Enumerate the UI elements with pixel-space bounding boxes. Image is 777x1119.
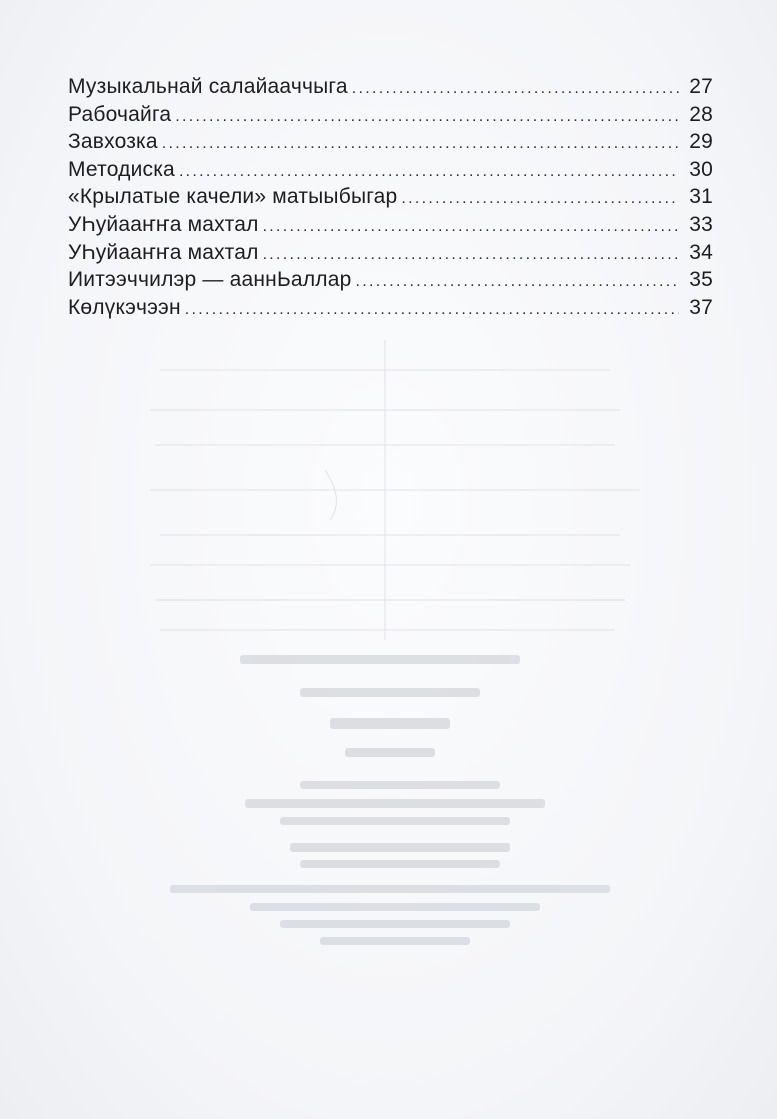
toc-entry-title: УҺуйааҥҥа махтал — [68, 240, 259, 264]
dot-leader — [179, 163, 679, 181]
dot-leader — [162, 135, 679, 153]
toc-entry-page: 27 — [689, 75, 713, 98]
toc-entry — [68, 75, 713, 103]
toc-entry-page: 31 — [689, 185, 713, 209]
toc-entry-title: «Крылатые качели» матыыбыгар — [68, 185, 398, 209]
toc-entry — [68, 241, 713, 269]
toc-entry-page: 37 — [689, 295, 713, 319]
toc-entry — [68, 158, 713, 186]
toc-entry — [68, 213, 713, 241]
table-of-contents — [68, 75, 713, 323]
dot-leader — [263, 246, 679, 264]
toc-entry-title: Завхозка — [68, 130, 158, 154]
dot-leader — [263, 218, 679, 236]
toc-entry-page: 30 — [689, 157, 713, 181]
toc-entry-title: Иитээччилэр — ааннЬаллар — [68, 268, 352, 292]
toc-entry-title: УҺуйааҥҥа махтал — [68, 212, 259, 236]
toc-entry-page: 28 — [689, 102, 713, 126]
dot-leader — [185, 301, 679, 319]
toc-entry-page: 35 — [689, 268, 713, 292]
dot-leader — [175, 108, 679, 126]
toc-entry-page: 34 — [689, 240, 713, 264]
toc-entry-page: 33 — [689, 212, 713, 236]
toc-entry — [68, 185, 713, 213]
toc-entry-title: Көлүкэчээн — [68, 295, 181, 319]
toc-entry-title: Методиска — [68, 157, 175, 181]
toc-entry — [68, 103, 713, 131]
toc-entry-title: Рабочайга — [68, 102, 172, 126]
toc-entry — [68, 296, 713, 324]
toc-entry — [68, 268, 713, 296]
dot-leader — [355, 273, 679, 291]
toc-entry-page: 29 — [689, 130, 713, 154]
dot-leader — [401, 190, 679, 208]
toc-entry — [68, 130, 713, 158]
dot-leader — [352, 80, 679, 98]
toc-entry-title: Музыкальнай салайааччыга — [68, 75, 348, 98]
